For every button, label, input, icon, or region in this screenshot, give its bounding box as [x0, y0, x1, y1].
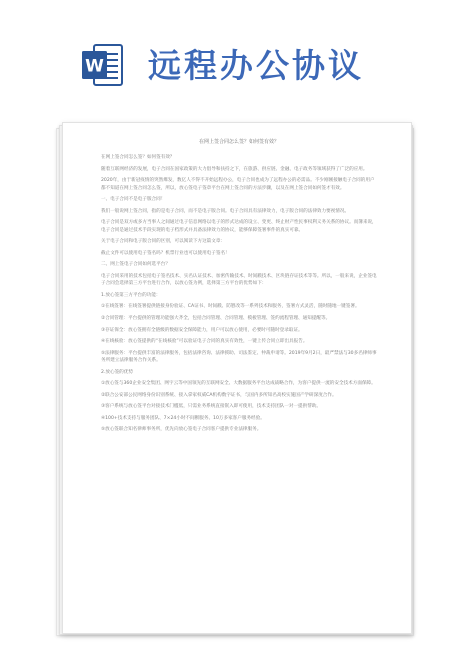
- doc-list-item: ④在线核验：放心签提供的“在线核验”可以验证电子合同的真实有效性，一键上传合同立即出具报告。: [101, 339, 308, 345]
- doc-list-item: ⑤法律服务：平台提供丰富的法律服务，包括法律咨询、法律援助、司法鉴定、仲裁申请等。2019年9月2日，最严禁法与30多名律师事务所建立法律服务合作关系。: [101, 350, 377, 363]
- doc-paragraph: 电子合同采用的技术包括电子签名技术、实名认证技术、加密传输技术、时间戳技术、区块链存证技术等等。所以，一般来说，企业签电子合同会选择第三方平台进行合作，以放心签为例，选择第三方平台的优势如下：: [101, 273, 377, 287]
- header-banner: [0, 0, 474, 108]
- document-body: [101, 139, 377, 438]
- doc-subheading: 1.放心签第三方平台的功能：: [101, 292, 161, 298]
- word-document-icon: [82, 42, 124, 88]
- doc-list-item: ④100+技术支持与服务团队、7×24小时不间断服务、10万多家客户服务经验。: [101, 415, 265, 421]
- doc-paragraph: 在网上签合同怎么签？如何签有效？: [101, 155, 175, 161]
- doc-list-item: ③客户系统与放心签平台对接技术门槛低，只需业务系统直接嵌入即可使用，技术支持团队一对一提供帮助。: [101, 404, 322, 410]
- doc-section-heading: 二、网上签电子合同如何选平台？: [101, 262, 170, 268]
- doc-subheading: 2.放心签的优势: [101, 369, 133, 375]
- doc-section-heading: 一、电子合同不是电子版合同！: [101, 197, 166, 203]
- document-title: 在网上签合同怎么签？如何签有效？: [198, 139, 279, 145]
- doc-list-item: ①放心签与360企业安全集团、网宇云等中国领先的互联网安全、大数据服务平台达成战略合作，为客户提供一流的安全技术方面保障。: [101, 381, 376, 387]
- doc-paragraph: 2020年，由于新冠疫情的突然爆发，数亿人不得不开始远程办公，电子合同也成为了远程办公的必需品。不少刚刚接触电子合同的用户都不知道在网上签合同怎么签，所以，放心签电子签章平台在网上签合同的方法步骤，以及在网上签合同如何签才有效。: [101, 178, 375, 191]
- doc-paragraph: 随着互联网经济的发展，电子合同在国家政策的大力倡导和扶持之下，在旅游、供应链、金融、电子政务等领域获得了广泛的应用。: [101, 166, 368, 172]
- doc-list-item: ①在线签署：在线签署提供链接身份验证、CA证书、时间戳、防篡改等一系列技术和服务，签署方式灵活，随时随地一键签署。: [101, 304, 360, 310]
- document-page: [62, 122, 412, 634]
- doc-list-item: ②合同管理：平台提供的管理功能强大齐全，包括合同管理、合同管理、模板管理、签约流程管理、通知提醒等。: [101, 315, 331, 321]
- doc-list-item: ⑤放心签联合知名律师事务所，优先向放心签电子合同客户提供专业法律服务。: [101, 427, 262, 433]
- page-title: 远程办公协议: [148, 46, 364, 85]
- doc-paragraph: 我们一般说网上签合同，指的是电子合同，而不是电子版合同。电子合同具有法律效力，电子版合同的法律效力要视情况。: [101, 208, 350, 214]
- doc-paragraph: 截止文件可以使用电子签名吗？机票行业也可以使用电子签名！: [101, 250, 230, 256]
- doc-list-item: ②联合公安部公民网络身份识别系统、接入拿家权威CA机构数字证书，与国内多所知名高校实施国产学研深度合作。: [101, 392, 337, 398]
- doc-paragraph: 电子合同是双方或多方当事人之间通过电子信息网络以电子的形式达成的设立、变更、终止财产性民事权利义务关系的协议。而簿来说，电子合同是通过技术手段实现的电子档形式并具备法律效力的协议，能够保障签署事件的真实可靠。: [101, 220, 377, 233]
- word-icon-letter: W: [85, 56, 104, 77]
- doc-paragraph: 关于电子合同和电子版合同的区别，可以阅读下方这篇文章：: [101, 239, 226, 245]
- doc-list-item: ③存证保全：放心签拥有全链级的数据安全保障能力，用户可以放心使用，必要时可随时登录取证。: [101, 327, 303, 333]
